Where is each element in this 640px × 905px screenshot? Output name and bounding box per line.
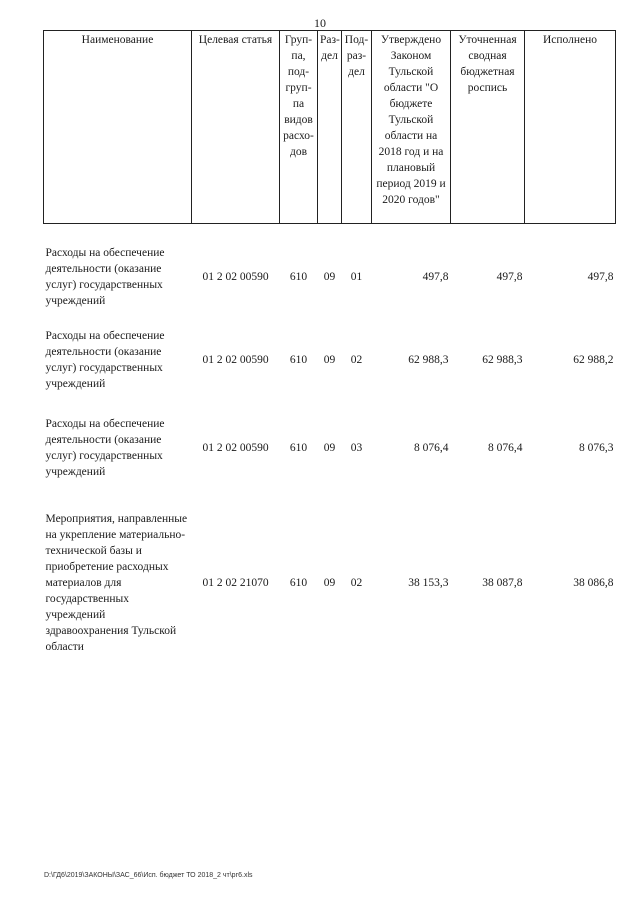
row-refined: 38 087,8 bbox=[482, 576, 523, 589]
row-approved: 62 988,3 bbox=[408, 354, 449, 366]
header-refined: Уточненная сводная бюджетная роспись bbox=[451, 31, 525, 224]
row-name: Расходы на обеспечение деятельности (оказание услуг) государственных учреждений bbox=[45, 330, 165, 390]
row-section: 09 bbox=[323, 442, 336, 454]
row-subsection: 02 bbox=[350, 576, 363, 589]
row-group: 610 bbox=[289, 576, 308, 589]
row-group: 610 bbox=[289, 271, 308, 283]
budget-table bbox=[43, 30, 616, 671]
row-subsection: 03 bbox=[350, 442, 363, 454]
page-number: 10 bbox=[314, 16, 326, 30]
row-approved: 38 153,3 bbox=[408, 576, 449, 589]
row-article: 01 2 02 21070 bbox=[202, 576, 269, 589]
table-header-row bbox=[44, 31, 616, 224]
table-row bbox=[44, 240, 616, 314]
row-section: 09 bbox=[323, 354, 336, 366]
row-executed: 8 076,3 bbox=[579, 442, 614, 454]
row-subsection: 02 bbox=[350, 354, 363, 366]
row-group: 610 bbox=[289, 354, 308, 366]
file-path-footer: D:\ГД6\2019\ЗАКОНЫ\ЗАС_66\Исп. бюджет ТО 2018_2 чт\рг6.xls bbox=[44, 872, 253, 879]
row-executed: 497,8 bbox=[587, 271, 614, 283]
row-article: 01 2 02 00590 bbox=[202, 271, 269, 283]
table-row bbox=[44, 318, 616, 402]
row-name: Мероприятия, направленные на укрепление материально-технической базы и приобретение расходных материалов для государственных учреждений здравоохранения Тульской области bbox=[45, 512, 188, 653]
header-approved: Утверждено Законом Тульской области "О бюджете Тульской области на 2018 год и на плановый период 2019 и 2020 годов" bbox=[372, 31, 451, 224]
row-executed: 38 086,8 bbox=[573, 576, 614, 589]
row-group: 610 bbox=[289, 442, 308, 454]
row-refined: 62 988,3 bbox=[482, 354, 523, 366]
row-article: 01 2 02 00590 bbox=[202, 442, 269, 454]
header-name: Наименование bbox=[44, 31, 192, 224]
header-article: Целевая статья bbox=[192, 31, 280, 224]
header-executed: Исполнено bbox=[525, 31, 616, 224]
row-refined: 497,8 bbox=[496, 271, 523, 283]
row-name: Расходы на обеспечение деятельности (оказание услуг) государственных учреждений bbox=[45, 247, 165, 307]
row-name: Расходы на обеспечение деятельности (оказание услуг) государственных учреждений bbox=[45, 418, 165, 478]
table-row bbox=[44, 494, 616, 671]
row-approved: 497,8 bbox=[422, 271, 449, 283]
row-executed: 62 988,2 bbox=[573, 354, 614, 366]
row-approved: 8 076,4 bbox=[414, 442, 449, 454]
row-refined: 8 076,4 bbox=[488, 442, 523, 454]
row-section: 09 bbox=[323, 576, 336, 589]
row-section: 09 bbox=[323, 271, 336, 283]
header-group: Груп-па, под-груп-па видов расхо-дов bbox=[280, 31, 318, 224]
row-article: 01 2 02 00590 bbox=[202, 354, 269, 366]
row-subsection: 01 bbox=[350, 271, 363, 283]
header-subsection: Под-раз-дел bbox=[342, 31, 372, 224]
table-row bbox=[44, 406, 616, 490]
header-section: Раз-дел bbox=[318, 31, 342, 224]
